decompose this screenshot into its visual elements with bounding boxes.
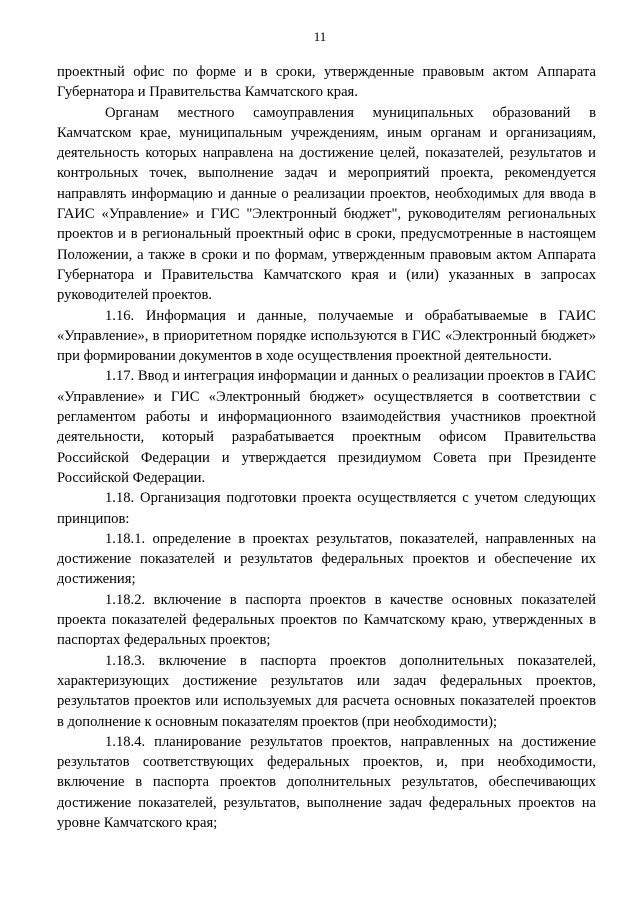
paragraph: 1.18.1. определение в проектах результатов, показателей, направленных на достижение показателей и результатов федеральных проектов и обеспечение их достижения;: [57, 530, 596, 588]
paragraph: 1.17. Ввод и интеграция информации и данных о реализации проектов в ГАИС «Управление» и ГИС «Электронный бюджет» осуществляется в соответствии с регламентом работы и информационного взаимодействия участников проектной деятельности, который разрабатывается проектным офисом Правительства Российской Федерации и утверждается президиумом Совета при Президенте Российской Федерации.: [57, 368, 596, 486]
paragraph: 1.18.3. включение в паспорта проектов дополнительных показателей, характеризующих достижение результатов или задач федеральных проектов, результатов проектов или используемых для расчета основных показателей проектов в дополнение к основным показателям проектов (при необходимости);: [57, 652, 596, 730]
paragraph: 1.18.4. планирование результатов проектов, направленных на достижение результатов соответствующих федеральных проектов, и, при необходимости, включение в паспорта проектов дополнительных результатов, обеспечивающих достижение показателей, результатов, выполнение задач федеральных проектов на уровне Камчатского края;: [57, 733, 596, 831]
paragraph: Органам местного самоуправления муниципальных образований в Камчатском крае, муниципальным учреждениям, иным органам и организациям, деятельность которых направлена на достижение целей, показателей, результатов и контрольных точек, выполнение задач и мероприятий проекта, рекомендуется направлять информацию и данные о реализации проектов, необходимых для ввода в ГАИС «Управление» и ГИС "Электронный бюджет", руководителям региональных проектов и в региональный проектный офис в сроки, предусмотренные в настоящем Положении, а также в сроки и по формам, утвержденным правовым актом Аппарата Губернатора и Правительства Камчатского края и (или) указанных в запросах руководителей проектов.: [57, 104, 596, 304]
paragraph: проектный офис по форме и в сроки, утвержденные правовым актом Аппарата Губернатора и Правительства Камчатского края.: [57, 64, 596, 101]
paragraph: 1.16. Информация и данные, получаемые и обрабатываемые в ГАИС «Управление», в приоритетном порядке используются в ГИС «Электронный бюджет» при формировании документов в ходе осуществления проектной деятельности.: [57, 307, 596, 365]
paragraph: 1.18. Организация подготовки проекта осуществляется с учетом следующих принципов:: [57, 490, 596, 527]
body-text: [57, 62, 596, 833]
paragraph: 1.18.2. включение в паспорта проектов в качестве основных показателей проекта показателей федеральных проектов по Камчатскому краю, утвержденных в паспортах федеральных проектов;: [57, 591, 596, 649]
page-number: 11: [313, 29, 327, 44]
